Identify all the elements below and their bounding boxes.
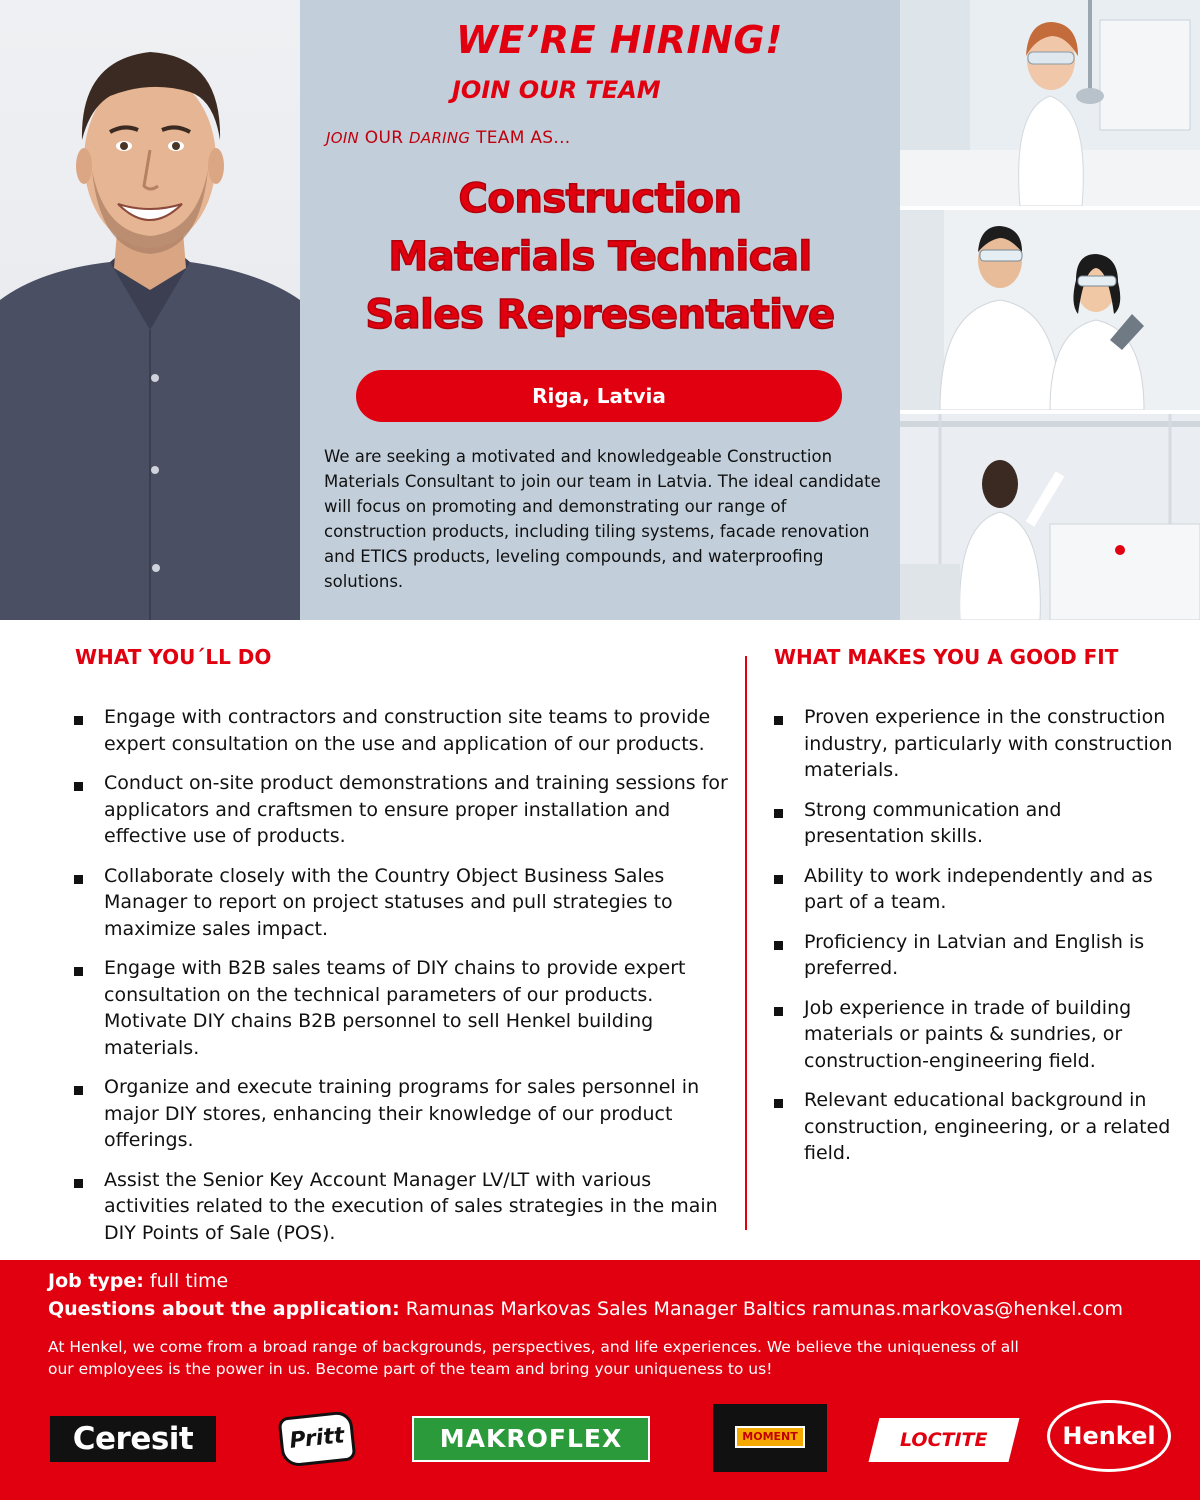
list-item [774, 995, 1174, 1075]
questions-label: Questions about the application: [48, 1298, 400, 1320]
bullet-square-icon [74, 967, 83, 976]
bullet-square-icon [74, 1179, 83, 1188]
job-title-line-2: Materials Technical [388, 234, 812, 280]
list-item [774, 1087, 1174, 1167]
bullet-square-icon [774, 716, 783, 725]
intro-paragraph: We are seeking a motivated and knowledgeable Construction Materials Consultant to join our team in Latvia. The ideal candidate will focus on promoting and demonstrating our range of construction products, including tiling systems, facade renovation and ETICS products, leveling compounds, and waterproofing solutions. [324, 447, 881, 591]
list-item-text: Engage with contractors and construction site teams to provide expert consultation on the use and application of our products. [104, 706, 711, 755]
list-item [74, 1074, 734, 1154]
questions-line [48, 1298, 1123, 1320]
tagline-join: JOIN [326, 129, 360, 147]
list-item-text: Assist the Senior Key Account Manager LV/LT with various activities related to the execution of sales strategies in the main DIY Points of Sale (POS). [104, 1168, 718, 1244]
list-item [774, 863, 1174, 916]
footer-banner [0, 1260, 1200, 1500]
list-item [774, 797, 1174, 850]
job-type-label: Job type: [48, 1270, 144, 1292]
hero-banner [0, 0, 1200, 620]
hero-text-panel [300, 0, 900, 620]
bullet-square-icon [74, 1086, 83, 1095]
list-item-text: Conduct on-site product demonstrations and training sessions for applicators and craftsmen to ensure proper installation and effective use of products. [104, 772, 728, 847]
list-item [74, 863, 734, 943]
list-item-text: Proven experience in the construction industry, particularly with construction materials. [804, 706, 1173, 781]
pritt-logo [280, 1408, 358, 1476]
hiring-headline: WE’RE HIRING! [456, 18, 783, 62]
tagline-team-as: TEAM AS... [470, 128, 571, 148]
list-item-text: Ability to work independently and as part of a team. [804, 864, 1153, 913]
join-team-subheadline: JOIN OUR TEAM [452, 76, 661, 104]
lab-photo-column [900, 0, 1200, 620]
ceresit-logo: Ceresit [50, 1416, 216, 1462]
column-divider [745, 656, 747, 1230]
bullet-square-icon [74, 875, 83, 884]
henkel-logo: Henkel [1047, 1400, 1171, 1472]
list-item-text: Relevant educational background in construction, engineering, or a related field. [804, 1089, 1171, 1164]
bullet-square-icon [74, 782, 83, 791]
job-title-line-3: Sales Representative [365, 292, 835, 338]
bullet-square-icon [774, 809, 783, 818]
list-item-text: Organize and execute training programs for sales personnel in major DIY stores, enhancing their knowledge of our product offerings. [104, 1076, 700, 1151]
bullet-square-icon [774, 1099, 783, 1108]
bullet-square-icon [774, 875, 783, 884]
qualifications-list [774, 704, 1174, 1180]
moment-logo [713, 1404, 827, 1472]
moment-logo-text: MOMENT [735, 1426, 805, 1448]
list-item [774, 929, 1174, 982]
responsibilities-list [74, 704, 734, 1259]
diversity-statement: At Henkel, we come from a broad range of backgrounds, perspectives, and life experiences. We believe the uniqueness of all our employees is the power in us. Become part of the team and bring your uniqueness to us! [48, 1338, 1019, 1378]
list-item [74, 770, 734, 850]
job-type-value: full time [143, 1270, 229, 1292]
contact-info[interactable]: Ramunas Markovas Sales Manager Baltics ramunas.markovas@henkel.com [399, 1298, 1123, 1320]
bullet-square-icon [774, 941, 783, 950]
list-item-text: Strong communication and presentation skills. [804, 798, 1062, 847]
makroflex-logo: MAKROFLEX [412, 1416, 650, 1462]
lab-photo-two-scientists [900, 210, 1200, 410]
tagline-our: OUR [359, 128, 410, 148]
join-daring-tagline [326, 128, 571, 148]
lab-photo-scientist [900, 0, 1200, 206]
list-item-text: Engage with B2B sales teams of DIY chains to provide expert consultation on the technical parameters of our products. Motivate DIY chains B2B personnel to sell Henkel building materials. [104, 957, 686, 1059]
list-item [74, 955, 734, 1061]
job-type-line [48, 1270, 228, 1292]
list-item-text: Collaborate closely with the Country Object Business Sales Manager to report on project statuses and pull strategies to maximize sales impact. [104, 864, 673, 940]
list-item [74, 1167, 734, 1247]
loctite-logo-text: LOCTITE [900, 1429, 988, 1451]
list-item [74, 704, 734, 757]
good-fit-heading: WHAT MAKES YOU A GOOD FIT [774, 645, 1119, 669]
location-badge: Riga, Latvia [356, 370, 842, 422]
job-title [310, 170, 890, 344]
what-youll-do-heading: WHAT YOU´LL DO [75, 645, 272, 669]
job-title-line-1: Construction [458, 176, 742, 222]
pritt-logo-text: Pritt [278, 1410, 357, 1467]
bullet-square-icon [774, 1007, 783, 1016]
list-item [774, 704, 1174, 784]
loctite-logo [868, 1418, 1018, 1462]
list-item-text: Job experience in trade of building materials or paints & sundries, or construction-engineering field. [804, 996, 1132, 1072]
brand-logo-strip [0, 1400, 1200, 1500]
bullet-square-icon [74, 716, 83, 725]
candidate-portrait-photo [0, 0, 300, 620]
tagline-daring: DARING [409, 129, 471, 147]
lab-photo-researcher [900, 414, 1200, 620]
list-item-text: Proficiency in Latvian and English is preferred. [804, 930, 1145, 979]
